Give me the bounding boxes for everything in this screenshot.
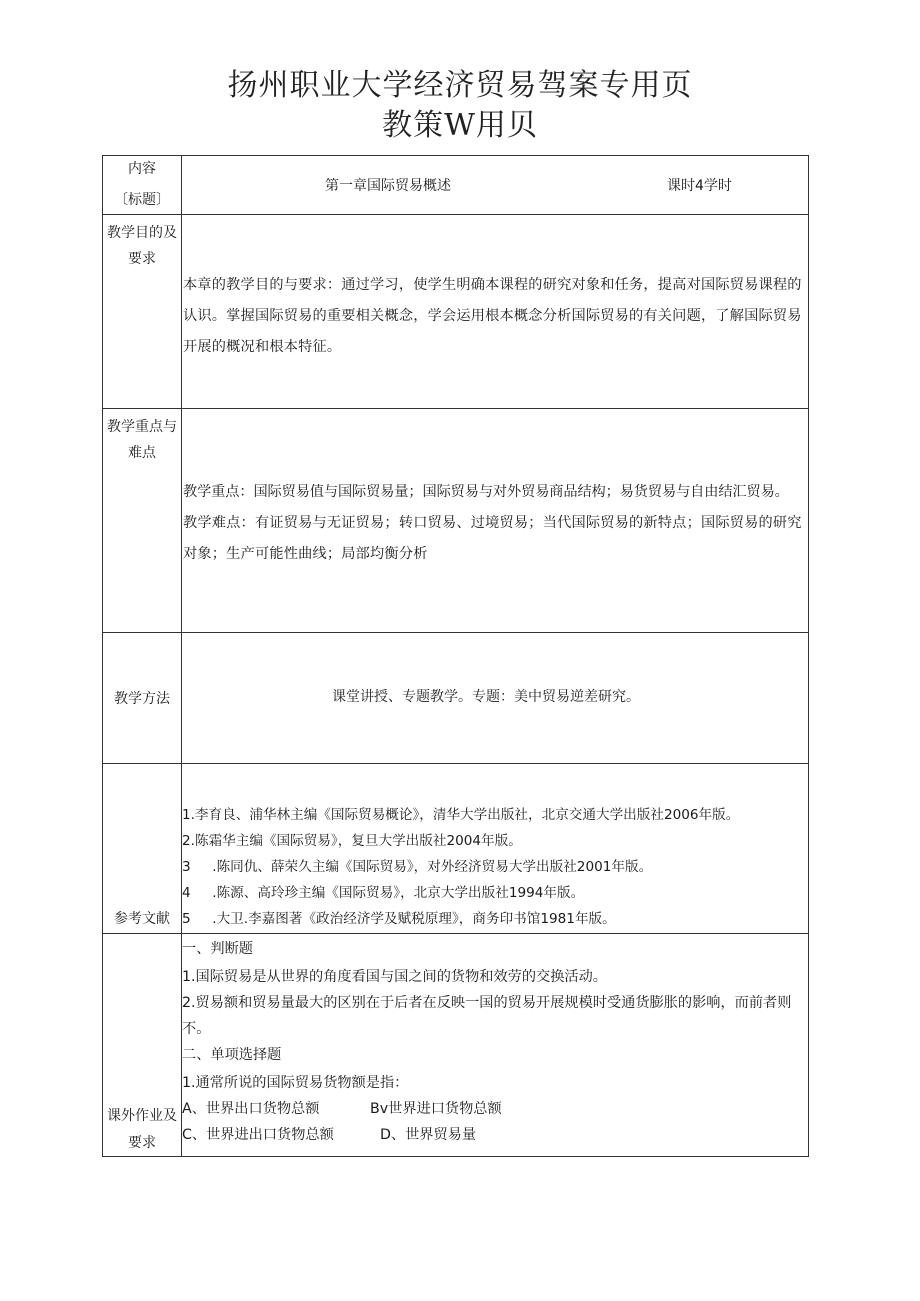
- label-cell-homework: [103, 934, 182, 1157]
- label-key-line2: 难点: [128, 445, 156, 461]
- list-item: 3 .陈同仇、薛荣久主编《国际贸易》，对外经济贸易大学出版社2001年版。: [182, 859, 653, 875]
- content-cell-key-points: [182, 409, 809, 633]
- label-title-line1: 内容: [128, 161, 156, 177]
- question-2: 2.贸易额和贸易量最大的区别在于后者在反映一国的贸易开展规模时受通货膨胀的影响，而前者则不。: [182, 995, 792, 1037]
- label-references: 参考文献: [114, 911, 170, 927]
- options-row-1: [182, 1096, 804, 1122]
- content-cell-references: [182, 764, 809, 934]
- table-row: [103, 156, 809, 215]
- table-row: [103, 934, 809, 1157]
- list-item: 5 .大卫.李嘉图著《政治经济学及赋税原理》，商务印书馆1981年版。: [182, 911, 616, 927]
- label-cell-goals: [103, 215, 182, 409]
- content-cell-title: [182, 156, 809, 215]
- label-homework-line1: 课外作业及: [107, 1108, 177, 1124]
- content-cell-homework: [182, 934, 809, 1157]
- method-text: 课堂讲授、专题教学。专题：美中贸易逆差研究。: [332, 689, 640, 705]
- class-hours: 课时4学时: [667, 178, 732, 194]
- table-row: [103, 215, 809, 409]
- option-d: D、世界贸易量: [380, 1127, 477, 1143]
- label-cell-references: [103, 764, 182, 934]
- label-goals-line2: 要求: [128, 251, 156, 267]
- option-a: A、世界出口货物总额: [182, 1101, 320, 1117]
- content-cell-goals: [182, 215, 809, 409]
- page-subtitle: 教策W用贝: [382, 108, 538, 143]
- mc-question-1: 1.通常所说的国际贸易货物额是指：: [182, 1075, 409, 1091]
- section-heading-true-false: 一、判断题: [182, 941, 253, 957]
- label-cell-title: [103, 156, 182, 215]
- page-title: 扬州职业大学经济贸易驾案专用页: [227, 68, 693, 103]
- label-cell-key-points: [103, 409, 182, 633]
- list-item: 2.陈霜华主编《国际贸易》，复旦大学出版社2004年版。: [182, 833, 522, 849]
- option-c: C、世界进出口货物总额: [182, 1127, 334, 1143]
- teaching-difficulty: 教学难点：有证贸易与无证贸易；转口贸易、过境贸易；当代国际贸易的新特点；国际贸易的研究对象；生产可能性曲线；局部均衡分析: [183, 515, 802, 562]
- option-b: Bv世界进口货物总额: [370, 1101, 502, 1117]
- chapter-title: 第一章国际贸易概述: [325, 178, 451, 194]
- table-row: [103, 764, 809, 934]
- content-cell-method: [182, 633, 809, 764]
- reference-list: [182, 802, 739, 932]
- list-item: 1.李育良、浦华林主编《国际贸易概论》，清华大学出版社，北京交通大学出版社2006年版。: [182, 807, 740, 823]
- label-title-line2: 〔标题〕: [114, 192, 170, 208]
- label-method: 教学方法: [114, 691, 170, 707]
- label-homework-line2: 要求: [128, 1135, 156, 1151]
- table-row: [103, 633, 809, 764]
- list-item: 4 .陈源、高玲珍主编《国际贸易》，北京大学出版社1994年版。: [182, 885, 585, 901]
- homework-content: [182, 936, 804, 1148]
- label-goals-line1: 教学目的及: [107, 225, 177, 241]
- table-row: [103, 409, 809, 633]
- section-heading-multiple-choice: 二、单项选择题: [182, 1047, 282, 1063]
- label-key-line1: 教学重点与: [107, 419, 177, 435]
- teaching-focus: 教学重点：国际贸易值与国际贸易量；国际贸易与对外贸易商品结构；易货贸易与自由结汇贸易。: [183, 484, 789, 500]
- goals-text: 本章的教学目的与要求：通过学习，使学生明确本课程的研究对象和任务，提高对国际贸易课程的认识。掌握国际贸易的重要相关概念，学会运用根本概念分析国际贸易的有关问题，了解国际贸易开展的概况和根本特征。: [183, 277, 802, 355]
- lesson-plan-table: [102, 155, 809, 1157]
- question-1: 1.国际贸易是从世界的角度看国与国之间的货物和效劳的交换活动。: [182, 969, 607, 985]
- options-row-2: [182, 1122, 804, 1148]
- label-cell-method: [103, 633, 182, 764]
